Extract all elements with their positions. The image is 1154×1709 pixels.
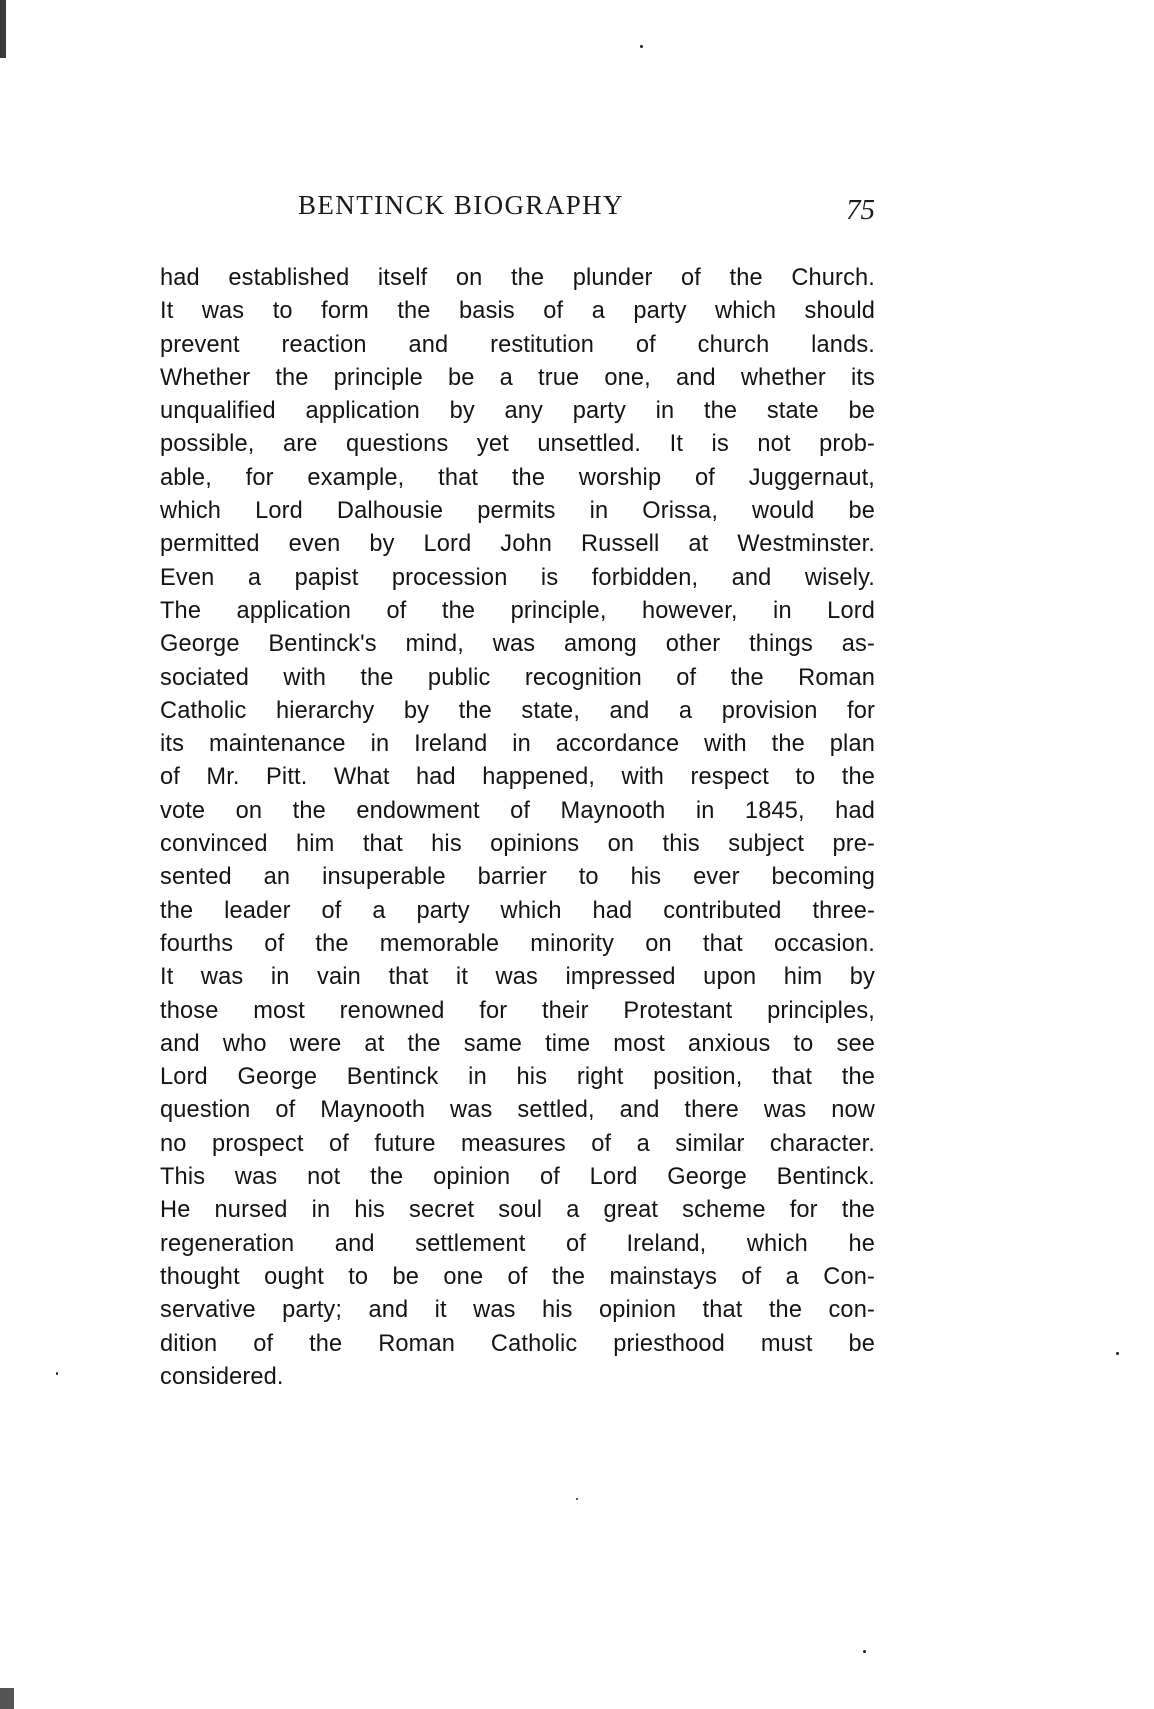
scan-speck — [640, 45, 643, 48]
text-line: regeneration and settlement of Ireland, which he — [160, 1230, 875, 1257]
text-line: question of Maynooth was settled, and there was now — [160, 1097, 875, 1124]
text-line: It was to form the basis of a party which should — [160, 298, 875, 325]
text-line: thought ought to be one of the mainstays of a Con- — [160, 1263, 875, 1290]
text-line: This was not the opinion of Lord George Bentinck. — [160, 1164, 875, 1191]
text-line-final: considered. — [160, 1363, 284, 1390]
text-line: and who were at the same time most anxious to see — [160, 1030, 875, 1057]
scan-speck — [56, 1372, 58, 1375]
text-line: possible, are questions yet unsettled. It is not prob- — [160, 431, 875, 458]
text-line: The application of the principle, however, in Lord — [160, 597, 875, 624]
text-line: unqualified application by any party in the state be — [160, 398, 875, 425]
text-line: no prospect of future measures of a similar character. — [160, 1130, 875, 1157]
text-line: Lord George Bentinck in his right position, that the — [160, 1064, 875, 1091]
running-title: BENTINCK BIOGRAPHY — [298, 190, 624, 220]
text-line: of Mr. Pitt. What had happened, with respect to the — [160, 764, 875, 791]
text-line: He nursed in his secret soul a great scheme for the — [160, 1197, 875, 1224]
text-line: its maintenance in Ireland in accordance with the plan — [160, 731, 875, 758]
scan-speck — [1116, 1352, 1119, 1355]
scan-speck — [863, 1650, 866, 1653]
text-line: had established itself on the plunder of the Church. — [160, 265, 875, 291]
scan-edge-mark-top — [0, 0, 6, 58]
text-line: permitted even by Lord John Russell at Westminster. — [160, 531, 875, 558]
text-line: which Lord Dalhousie permits in Orissa, would be — [160, 498, 875, 525]
scan-edge-mark-bottom — [0, 1688, 14, 1709]
text-line: those most renowned for their Protestant principles, — [160, 997, 875, 1024]
page-number: 75 — [846, 194, 875, 226]
text-line: Catholic hierarchy by the state, and a provision for — [160, 697, 875, 724]
page-header — [160, 190, 875, 236]
scan-speck — [576, 1498, 578, 1500]
text-line: able, for example, that the worship of Juggernaut, — [160, 464, 875, 491]
text-line: It was in vain that it was impressed upon him by — [160, 964, 875, 991]
text-line: dition of the Roman Catholic priesthood must be — [160, 1330, 875, 1357]
text-line: George Bentinck's mind, was among other things as- — [160, 631, 875, 658]
body-paragraph — [160, 262, 875, 1394]
text-line: sented an insuperable barrier to his ever becoming — [160, 864, 875, 891]
text-line: prevent reaction and restitution of church lands. — [160, 331, 875, 358]
text-line: Even a papist procession is forbidden, and wisely. — [160, 564, 875, 591]
text-line: servative party; and it was his opinion that the con- — [160, 1297, 875, 1324]
text-line: the leader of a party which had contributed three- — [160, 897, 875, 924]
text-line: convinced him that his opinions on this subject pre- — [160, 831, 875, 858]
text-line: vote on the endowment of Maynooth in 1845, had — [160, 797, 875, 824]
text-line: sociated with the public recognition of the Roman — [160, 664, 875, 691]
text-line: Whether the principle be a true one, and whether its — [160, 364, 875, 391]
text-line: fourths of the memorable minority on that occasion. — [160, 930, 875, 957]
